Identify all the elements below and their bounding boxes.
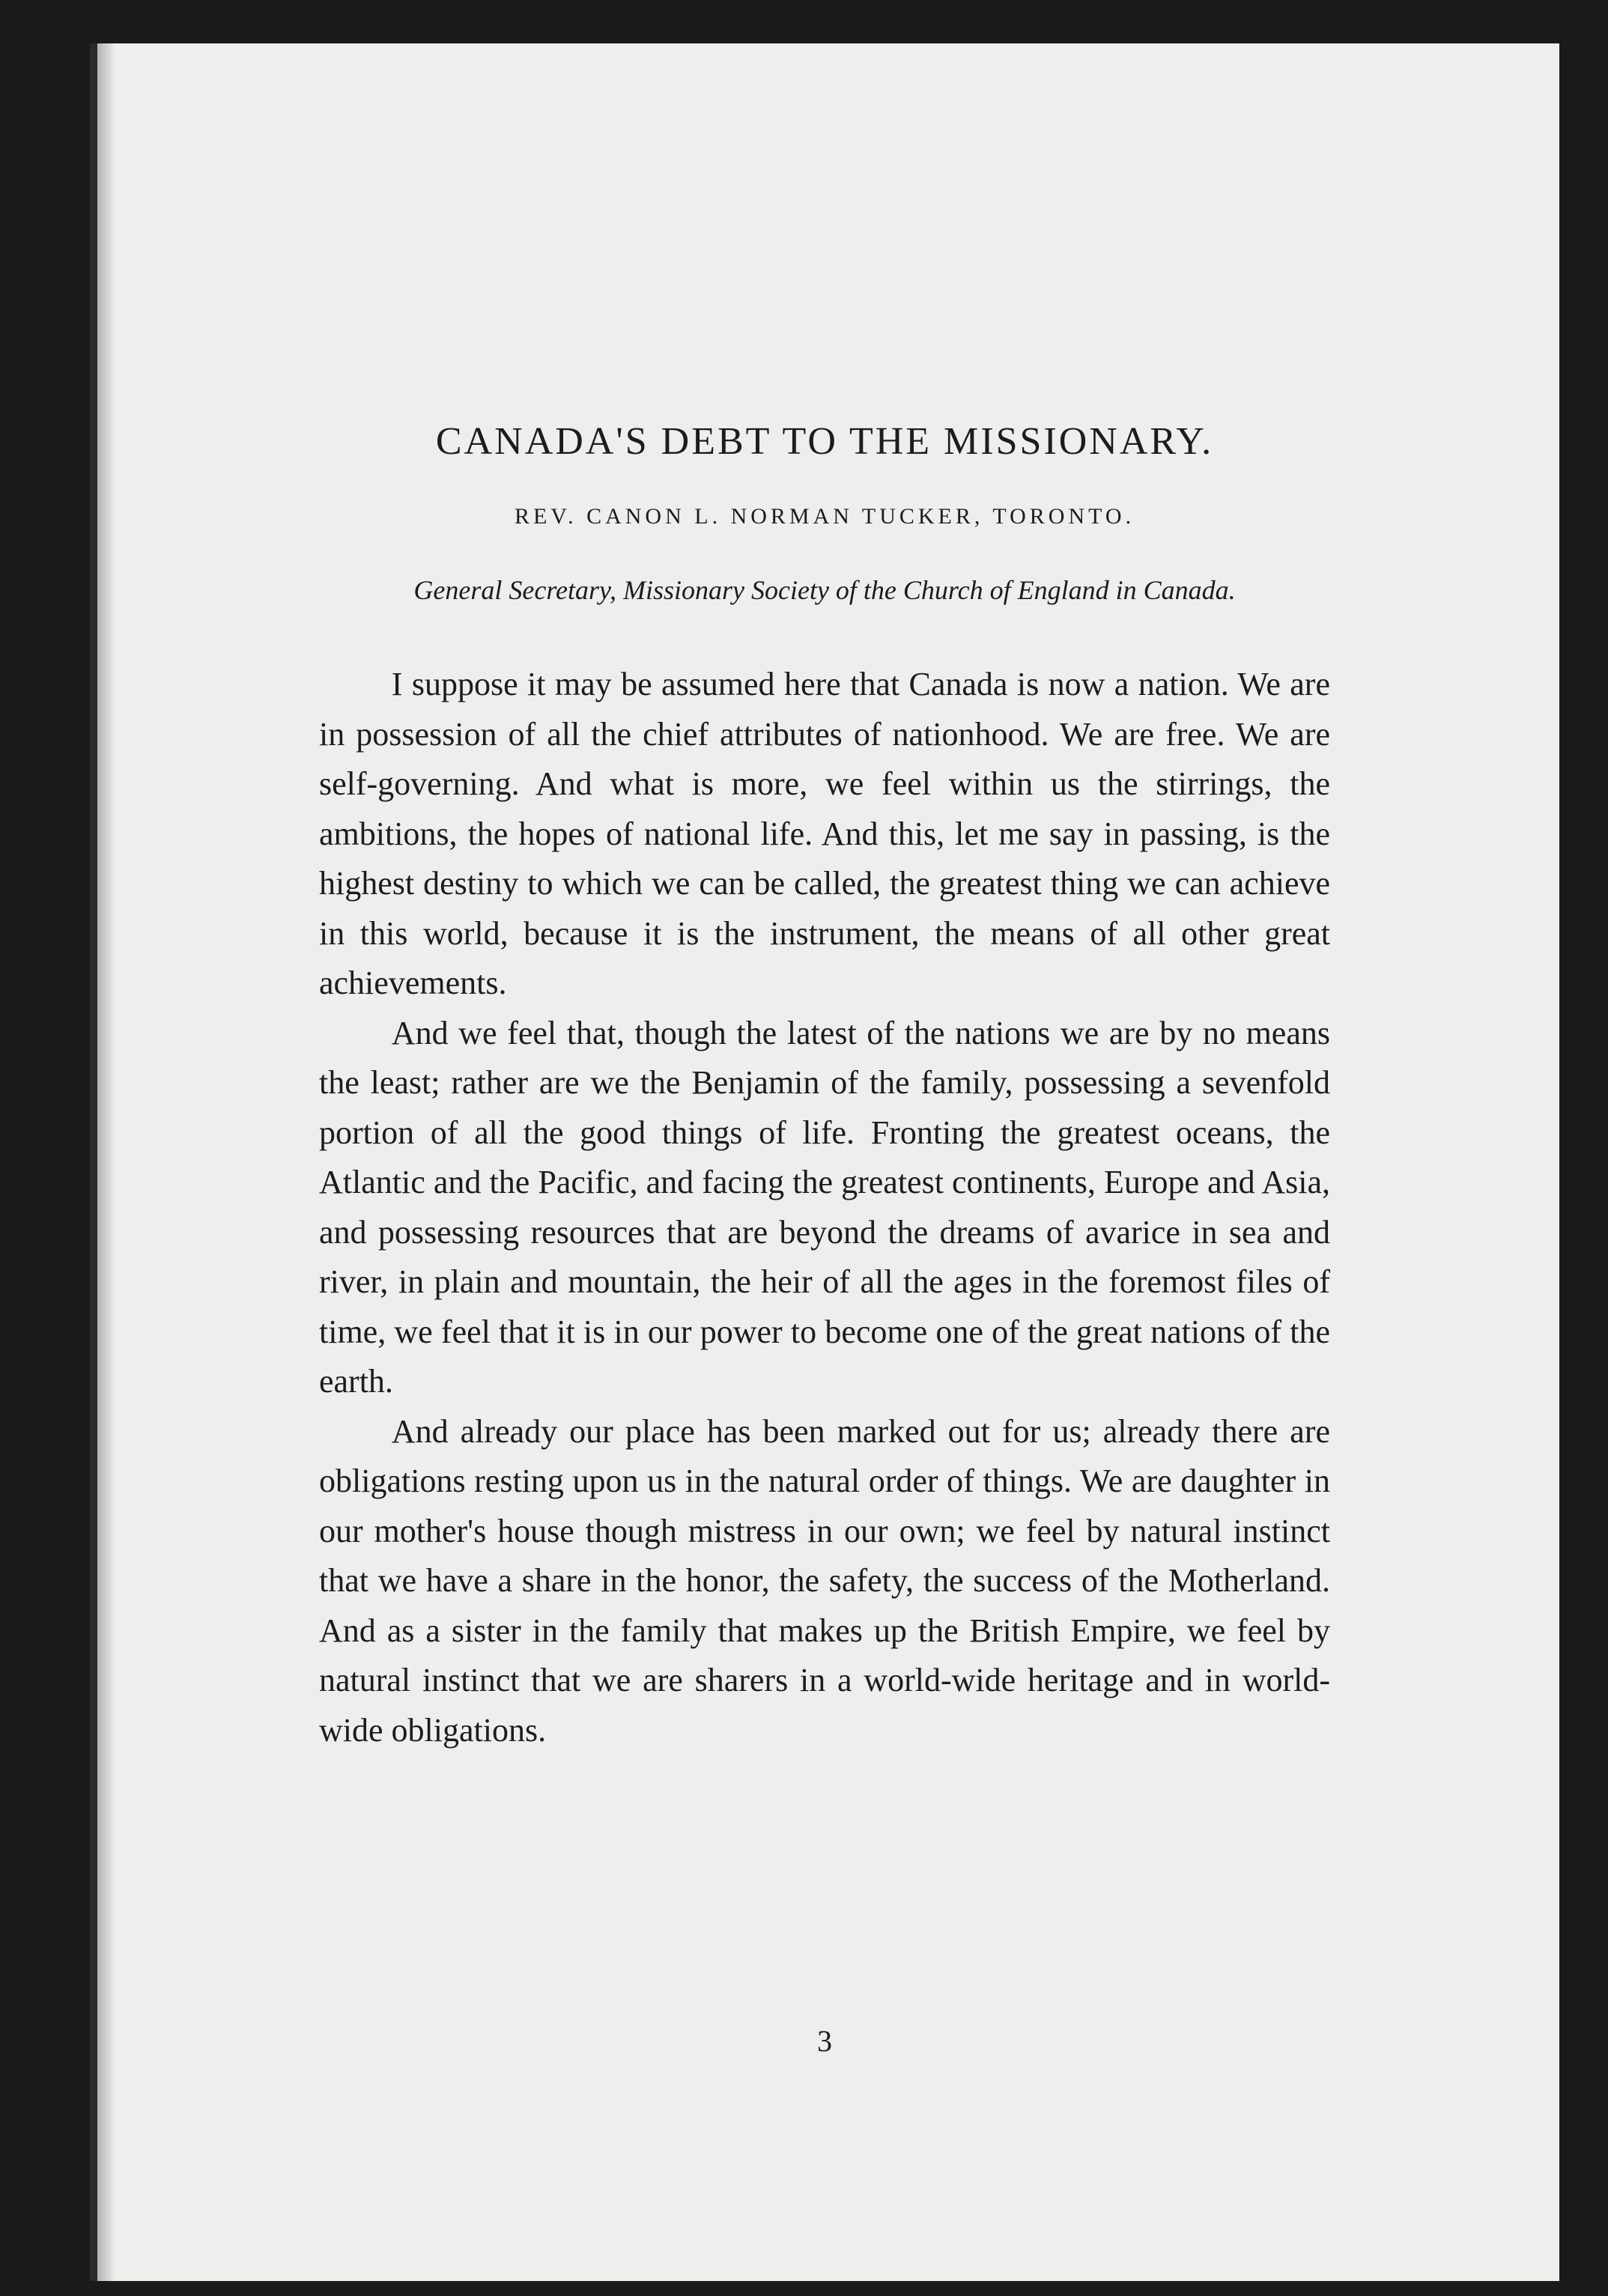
page-number: 3	[817, 2024, 832, 2058]
book-spine-edge	[90, 43, 97, 2281]
author-affiliation: General Secretary, Missionary Society of the Church of England in Canada.	[413, 575, 1236, 605]
body-paragraph: I suppose it may be assumed here that Canada is now a nation. We are in possession of all the chief attributes of nationhood. We are free. We are self-governing. And what is more, we feel within us the stirrings, the ambitions, the hopes of national life. And this, let me say in passing, is the highest destiny to which we can be called, the greatest thing we can achieve in this world, because it is the instrument, the means of all other great achievements.	[319, 666, 1330, 1001]
article-title: CANADA'S DEBT TO THE MISSIONARY.	[435, 420, 1214, 463]
body-paragraph: And we feel that, though the latest of the nations we are by no means the least; rather are we the Benjamin of the family, possessing a sevenfold portion of all the good things of life. Fronting the greatest oceans, the Atlantic and the Pacific, and facing the greatest continents, Europe and Asia, and possessing resources that are beyond the dreams of avarice in sea and river, in plain and mountain, the heir of all the ages in the foremost files of time, we feel that it is in our power to become one of the great nations of the earth.	[319, 1014, 1330, 1400]
spine-shadow	[97, 43, 115, 2281]
body-paragraph: And already our place has been marked out for us; already there are obligations resting upon us in the natural order of things. We are daughter in our mother's house though mistress in our own; we feel by natural instinct that we have a share in the honor, the safety, the success of the Motherland. And as a sister in the family that makes up the British Empire, we feel by natural instinct that we are sharers in a world-wide heritage and in world-wide obligations.	[319, 1412, 1330, 1749]
author-line: REV. CANON L. NORMAN TUCKER, TORONTO.	[514, 504, 1135, 529]
page-content	[319, 419, 1330, 2058]
